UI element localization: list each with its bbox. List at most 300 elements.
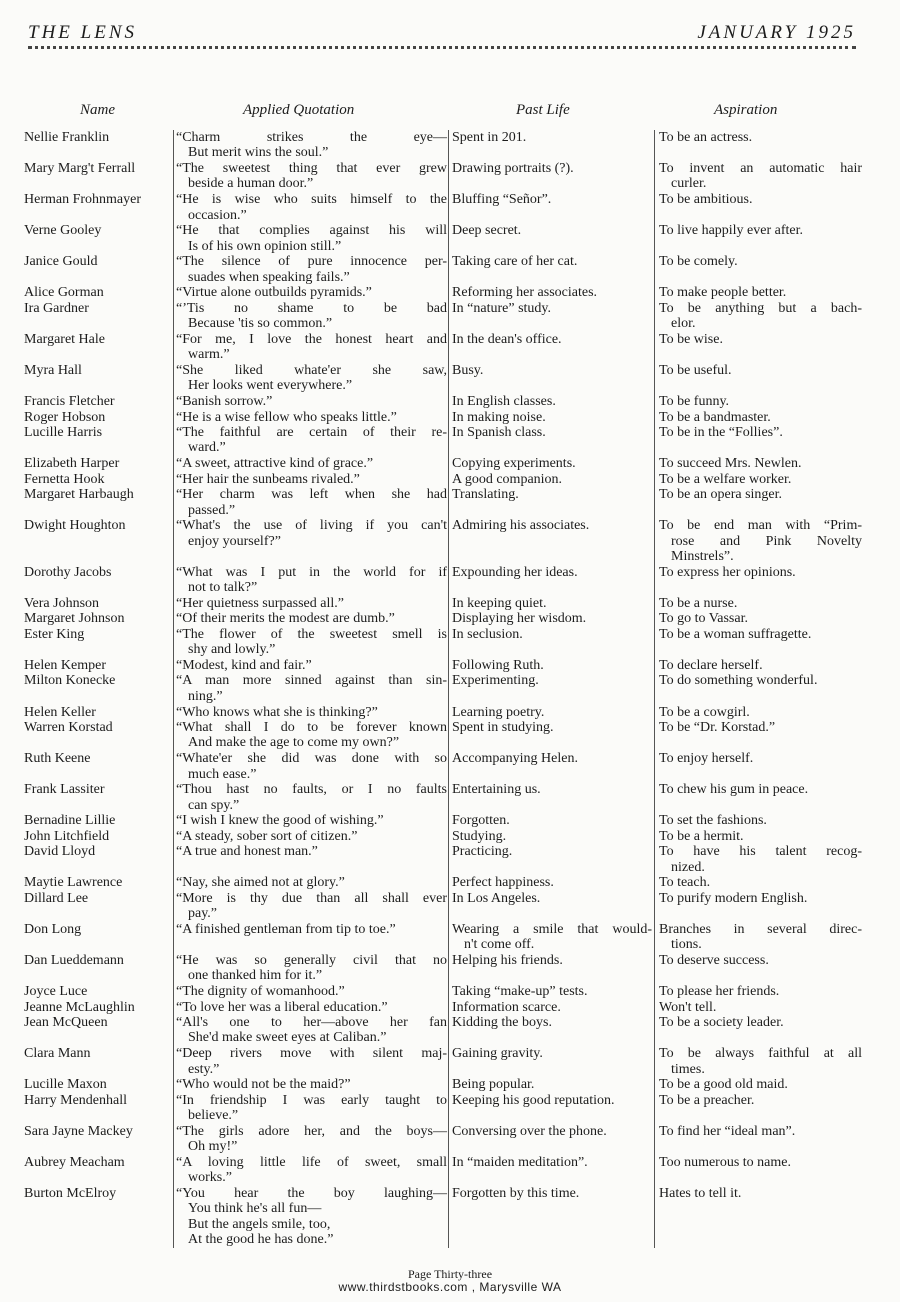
applied-quotation-line: “Her hair the sunbeams rivaled.”	[176, 471, 360, 487]
aspiration	[659, 394, 862, 409]
applied-quotation-line: can spy.”	[188, 797, 240, 813]
aspiration-line: To be a good old maid.	[659, 1077, 788, 1093]
aspiration-line: To live happily ever after.	[659, 223, 804, 239]
aspiration-line: Minstrels”.	[671, 549, 734, 564]
senior-table	[22, 130, 867, 1248]
applied-quotation-line: “He that complies against his will	[176, 223, 447, 239]
past-life	[452, 192, 652, 207]
applied-quotation	[176, 301, 447, 332]
applied-quotation-line: “The flower of the sweetest smell is	[176, 626, 447, 642]
past-life	[452, 720, 652, 735]
applied-quotation-line: “Of their merits the modest are dumb.”	[176, 611, 395, 627]
student-name: Alice Gorman	[24, 285, 104, 301]
past-life	[452, 332, 652, 347]
applied-quotation	[176, 891, 447, 922]
applied-quotation-line: beside a human door.”	[188, 176, 314, 192]
applied-quotation-line: “What's the use of living if you can't	[176, 518, 447, 534]
aspiration	[659, 844, 862, 875]
aspiration-line: Won't tell.	[659, 999, 717, 1015]
column-rule	[448, 130, 449, 1248]
past-life-line: Helping his friends.	[452, 952, 563, 968]
applied-quotation-line: You think he's all fun—	[188, 1201, 322, 1217]
aspiration-line: To teach.	[659, 875, 711, 891]
applied-quotation-line: Oh my!”	[188, 1139, 238, 1155]
aspiration-line: Hates to tell it.	[659, 1185, 742, 1201]
applied-quotation	[176, 829, 447, 844]
past-life-line: In “nature” study.	[452, 300, 551, 316]
aspiration-line: To express her opinions.	[659, 564, 796, 580]
applied-quotation	[176, 875, 447, 890]
student-name: Margaret Johnson	[24, 611, 125, 627]
student-name: Ester King	[24, 626, 85, 642]
aspiration	[659, 487, 862, 502]
applied-quotation-line: “Modest, kind and fair.”	[176, 657, 312, 673]
past-life	[452, 922, 652, 953]
student-name: Jean McQueen	[24, 1015, 108, 1031]
applied-quotation	[176, 254, 447, 285]
applied-quotation-line: “He was so generally civil that no	[176, 952, 447, 968]
aspiration-line: tions.	[671, 937, 702, 953]
past-life	[452, 363, 652, 378]
aspiration-line: To invent an automatic hair	[659, 161, 862, 177]
student-name: Lucille Maxon	[24, 1077, 107, 1093]
past-life-line: Forgotten by this time.	[452, 1185, 580, 1201]
student-name: Maytie Lawrence	[24, 875, 123, 891]
past-life-line: Wearing a smile that would-	[452, 921, 652, 937]
past-life-line: A good companion.	[452, 471, 563, 487]
past-life-line: Information scarce.	[452, 999, 561, 1015]
aspiration-line: To be ambitious.	[659, 192, 753, 208]
aspiration-line: Branches in several direc-	[659, 921, 862, 937]
aspiration-line: To be a welfare worker.	[659, 471, 792, 487]
past-life	[452, 254, 652, 269]
applied-quotation	[176, 425, 447, 456]
applied-quotation-line: not to talk?”	[188, 580, 258, 596]
publication-title: THE LENS	[28, 22, 137, 43]
applied-quotation-line: She'd make sweet eyes at Caliban.”	[188, 1030, 387, 1046]
applied-quotation-line: “The dignity of womanhood.”	[176, 984, 345, 1000]
past-life	[452, 953, 652, 968]
aspiration	[659, 1077, 862, 1092]
applied-quotation-line: “Charm strikes the eye—	[176, 130, 447, 145]
applied-quotation-line: “A man more sinned against than sin-	[176, 673, 447, 689]
issue-date: JANUARY 1925	[697, 22, 856, 43]
past-life-line: Busy.	[452, 362, 484, 378]
applied-quotation	[176, 922, 447, 937]
past-life	[452, 1124, 652, 1139]
past-life	[452, 1077, 652, 1092]
applied-quotation	[176, 487, 447, 518]
applied-quotation-line: “Who knows what she is thinking?”	[176, 704, 378, 720]
past-life	[452, 611, 652, 626]
past-life	[452, 456, 652, 471]
aspiration-line: To be useful.	[659, 362, 732, 378]
past-life-line: In English classes.	[452, 393, 556, 409]
aspiration	[659, 192, 862, 207]
student-name: David Lloyd	[24, 844, 96, 860]
past-life	[452, 984, 652, 999]
aspiration	[659, 472, 862, 487]
aspiration-line: To be comely.	[659, 254, 738, 270]
past-life	[452, 782, 652, 797]
applied-quotation-line: “To love her was a liberal education.”	[176, 999, 388, 1015]
applied-quotation-line: But the angels smile, too,	[188, 1216, 331, 1232]
student-name: Roger Hobson	[24, 409, 106, 425]
applied-quotation-line: suades when speaking fails.”	[188, 269, 350, 285]
aspiration	[659, 1093, 862, 1108]
aspiration-line: To purify modern English.	[659, 890, 808, 906]
past-life	[452, 705, 652, 720]
aspiration-line: To be wise.	[659, 331, 723, 347]
aspiration	[659, 720, 862, 735]
past-life	[452, 1000, 652, 1015]
aspiration-line: To be a society leader.	[659, 1015, 784, 1031]
aspiration	[659, 751, 862, 766]
aspiration-line: To be a nurse.	[659, 595, 738, 611]
applied-quotation-line: Is of his own opinion still.”	[188, 238, 342, 254]
applied-quotation-line: “What was I put in the world for if	[176, 564, 447, 580]
applied-quotation	[176, 611, 447, 626]
applied-quotation-line: enjoy yourself?”	[188, 533, 281, 549]
applied-quotation-line: much ease.”	[188, 766, 257, 782]
column-header-aspiration: Aspiration	[714, 102, 778, 118]
past-life-line: Forgotten.	[452, 813, 510, 829]
applied-quotation-line: “The sweetest thing that ever grew	[176, 161, 447, 177]
past-life-line: Following Ruth.	[452, 657, 544, 673]
aspiration-line: To please her friends.	[659, 984, 780, 1000]
past-life-line: Spent in 201.	[452, 130, 527, 145]
applied-quotation-line: warm.”	[188, 347, 230, 363]
student-name: Frank Lassiter	[24, 782, 105, 798]
student-name: Dillard Lee	[24, 890, 89, 906]
past-life-line: Conversing over the phone.	[452, 1123, 607, 1139]
applied-quotation	[176, 1155, 447, 1186]
aspiration-line: To go to Vassar.	[659, 611, 748, 627]
student-name: Don Long	[24, 921, 82, 937]
student-name: Dwight Houghton	[24, 518, 126, 534]
applied-quotation	[176, 751, 447, 782]
past-life	[452, 844, 652, 859]
applied-quotation	[176, 1186, 447, 1248]
applied-quotation	[176, 472, 447, 487]
past-life-line: In keeping quiet.	[452, 595, 547, 611]
applied-quotation-line: one thanked him for it.”	[188, 968, 323, 984]
aspiration	[659, 332, 862, 347]
applied-quotation-line: esty.”	[188, 1061, 220, 1077]
past-life	[452, 285, 652, 300]
applied-quotation	[176, 1077, 447, 1092]
aspiration	[659, 1186, 862, 1201]
applied-quotation-line: “The silence of pure innocence per-	[176, 254, 447, 270]
past-life-line: Taking “make-up” tests.	[452, 984, 588, 1000]
aspiration	[659, 984, 862, 999]
applied-quotation-line: At the good he has done.”	[188, 1232, 334, 1248]
student-name: Dorothy Jacobs	[24, 564, 112, 580]
past-life-line: In seclusion.	[452, 626, 523, 642]
aspiration	[659, 130, 862, 145]
aspiration	[659, 285, 862, 300]
applied-quotation	[176, 394, 447, 409]
aspiration-line: To be an opera singer.	[659, 487, 783, 503]
applied-quotation-line: “What shall I do to be forever known	[176, 720, 447, 736]
aspiration	[659, 1155, 862, 1170]
page-number: Page Thirty-three	[407, 1267, 493, 1281]
aspiration-line: To enjoy herself.	[659, 751, 754, 767]
student-name: Burton McElroy	[24, 1185, 117, 1201]
student-name: Fernetta Hook	[24, 471, 105, 487]
applied-quotation-line: “Her charm was left when she had	[176, 487, 447, 503]
applied-quotation	[176, 130, 447, 161]
applied-quotation-line: ning.”	[188, 688, 223, 704]
aspiration-line: To make people better.	[659, 285, 787, 301]
column-header-past-life: Past Life	[516, 102, 570, 118]
aspiration-line: To have his talent recog-	[659, 844, 862, 860]
aspiration-line: To be “Dr. Korstad.”	[659, 720, 776, 736]
past-life	[452, 301, 652, 316]
applied-quotation-line: passed.”	[188, 502, 236, 518]
past-life-line: Gaining gravity.	[452, 1046, 543, 1062]
past-life-line: Bluffing “Señor”.	[452, 192, 552, 208]
past-life	[452, 130, 652, 145]
student-name: Joyce Luce	[24, 984, 88, 1000]
applied-quotation-line: “He is a wise fellow who speaks little.”	[176, 409, 397, 425]
student-name: Herman Frohnmayer	[24, 192, 142, 208]
applied-quotation-line: works.”	[188, 1170, 232, 1186]
aspiration-line: To find her “ideal man”.	[659, 1123, 796, 1139]
applied-quotation-line: “Deep rivers move with silent maj-	[176, 1046, 447, 1062]
student-name: Jeanne McLaughlin	[24, 999, 135, 1015]
past-life	[452, 410, 652, 425]
applied-quotation	[176, 1000, 447, 1015]
student-name: Ira Gardner	[24, 300, 89, 316]
applied-quotation-line: “A loving little life of sweet, small	[176, 1154, 447, 1170]
applied-quotation-line: “Banish sorrow.”	[176, 393, 273, 409]
applied-quotation	[176, 596, 447, 611]
past-life	[452, 1015, 652, 1030]
applied-quotation-line: believe.”	[188, 1108, 239, 1124]
past-life-line: Studying.	[452, 828, 507, 844]
aspiration	[659, 705, 862, 720]
past-life	[452, 813, 652, 828]
past-life	[452, 223, 652, 238]
applied-quotation-line: “All's one to her—above her fan	[176, 1015, 447, 1031]
past-life-line: Reforming her associates.	[452, 285, 598, 301]
past-life	[452, 518, 652, 533]
past-life-line: Practicing.	[452, 844, 513, 860]
aspiration	[659, 813, 862, 828]
student-name: Helen Keller	[24, 704, 96, 720]
past-life-line: Expounding her ideas.	[452, 564, 578, 580]
applied-quotation-line: “A steady, sober sort of citizen.”	[176, 828, 358, 844]
aspiration-line: To deserve success.	[659, 952, 769, 968]
applied-quotation-line: “More is thy due than all shall ever	[176, 890, 447, 906]
applied-quotation-line: “He is wise who suits himself to the	[176, 192, 447, 208]
aspiration	[659, 782, 862, 797]
past-life	[452, 472, 652, 487]
aspiration-line: To be a bandmaster.	[659, 409, 771, 425]
aspiration	[659, 223, 862, 238]
student-name: Verne Gooley	[24, 223, 102, 239]
aspiration	[659, 410, 862, 425]
applied-quotation-line: “In friendship I was early taught to	[176, 1092, 447, 1108]
applied-quotation	[176, 518, 447, 549]
applied-quotation	[176, 1046, 447, 1077]
aspiration-line: nized.	[671, 859, 705, 875]
student-name: Janice Gould	[24, 254, 98, 270]
student-name: Aubrey Meacham	[24, 1154, 125, 1170]
website-credit: www.thirdstbooks.com , Marysville WA	[338, 1280, 562, 1294]
applied-quotation-line: And make the age to come my own?”	[188, 735, 400, 751]
applied-quotation	[176, 813, 447, 828]
applied-quotation-line: “Virtue alone outbuilds pyramids.”	[176, 285, 372, 301]
student-name: Mary Marg't Ferrall	[24, 161, 136, 177]
aspiration	[659, 518, 862, 564]
aspiration	[659, 922, 862, 953]
past-life-line: Experimenting.	[452, 673, 539, 689]
past-life	[452, 596, 652, 611]
applied-quotation	[176, 705, 447, 720]
aspiration	[659, 1000, 862, 1015]
aspiration	[659, 875, 862, 890]
aspiration-line: To be an actress.	[659, 130, 753, 145]
applied-quotation	[176, 953, 447, 984]
aspiration	[659, 891, 862, 906]
applied-quotation	[176, 285, 447, 300]
past-life	[452, 891, 652, 906]
student-name: Warren Korstad	[24, 720, 113, 736]
aspiration	[659, 658, 862, 673]
student-name: Margaret Harbaugh	[24, 487, 134, 503]
student-name: Margaret Hale	[24, 331, 105, 347]
applied-quotation-line: “Nay, she aimed not at glory.”	[176, 875, 345, 891]
applied-quotation-line: “A sweet, attractive kind of grace.”	[176, 456, 374, 472]
aspiration	[659, 1124, 862, 1139]
aspiration	[659, 1046, 862, 1077]
past-life-line: Keeping his good reputation.	[452, 1092, 615, 1108]
applied-quotation-line: “Thou hast no faults, or I no faults	[176, 782, 447, 798]
past-life-line: Perfect happiness.	[452, 875, 554, 891]
past-life	[452, 829, 652, 844]
past-life	[452, 565, 652, 580]
aspiration	[659, 456, 862, 471]
aspiration	[659, 829, 862, 844]
applied-quotation-line: Her looks went everywhere.”	[188, 378, 353, 394]
aspiration	[659, 1015, 862, 1030]
applied-quotation-line: “She liked whate'er she saw,	[176, 362, 447, 378]
aspiration-line: To be a woman suffragette.	[659, 626, 812, 642]
past-life-line: Deep secret.	[452, 223, 522, 239]
past-life-line: Learning poetry.	[452, 704, 545, 720]
past-life-line: In making noise.	[452, 409, 546, 425]
past-life-line: Taking care of her cat.	[452, 254, 578, 270]
past-life-line: Entertaining us.	[452, 782, 541, 798]
aspiration-line: To succeed Mrs. Newlen.	[659, 456, 802, 472]
applied-quotation-line: “A finished gentleman from tip to toe.”	[176, 921, 396, 937]
page-header	[28, 22, 856, 49]
applied-quotation-line: Because 'tis so common.”	[188, 316, 333, 332]
applied-quotation	[176, 720, 447, 751]
past-life	[452, 1155, 652, 1170]
past-life	[452, 1186, 652, 1201]
applied-quotation	[176, 1124, 447, 1155]
column-header-quotation: Applied Quotation	[243, 102, 355, 118]
past-life	[452, 425, 652, 440]
aspiration-line: rose and Pink Novelty	[671, 533, 862, 549]
student-name: Clara Mann	[24, 1046, 91, 1062]
past-life-line: In Los Angeles.	[452, 890, 541, 906]
past-life	[452, 487, 652, 502]
student-name: Nellie Franklin	[24, 130, 110, 145]
aspiration-line: curler.	[671, 176, 707, 192]
student-name: Dan Lueddemann	[24, 952, 124, 968]
past-life	[452, 658, 652, 673]
applied-quotation	[176, 363, 447, 394]
student-name: Helen Kemper	[24, 657, 107, 673]
student-name: John Litchfield	[24, 828, 110, 844]
column-header-name: Name	[80, 102, 115, 118]
applied-quotation	[176, 565, 447, 596]
aspiration-line: elor.	[671, 316, 696, 332]
past-life-line: Copying experiments.	[452, 456, 576, 472]
past-life-line: n't come off.	[464, 937, 535, 953]
applied-quotation	[176, 192, 447, 223]
aspiration-line: To set the fashions.	[659, 813, 767, 829]
applied-quotation	[176, 223, 447, 254]
applied-quotation	[176, 782, 447, 813]
applied-quotation-line: “Whate'er she did was done with so	[176, 751, 447, 767]
past-life-line: In the dean's office.	[452, 331, 562, 347]
student-name: Elizabeth Harper	[24, 456, 120, 472]
applied-quotation	[176, 332, 447, 363]
past-life	[452, 394, 652, 409]
applied-quotation	[176, 658, 447, 673]
aspiration-line: To be a hermit.	[659, 828, 744, 844]
applied-quotation-line: “The girls adore her, and the boys—	[176, 1123, 447, 1139]
applied-quotation-line: “I wish I knew the good of wishing.”	[176, 813, 384, 829]
applied-quotation	[176, 1015, 447, 1046]
student-name: Vera Johnson	[24, 595, 100, 611]
aspiration-line: To be a preacher.	[659, 1092, 755, 1108]
past-life	[452, 875, 652, 890]
student-name: Lucille Harris	[24, 425, 103, 441]
applied-quotation	[176, 410, 447, 425]
applied-quotation	[176, 844, 447, 859]
applied-quotation	[176, 984, 447, 999]
aspiration-line: To declare herself.	[659, 657, 763, 673]
applied-quotation-line: “For me, I love the honest heart and	[176, 331, 447, 347]
applied-quotation-line: ward.”	[188, 440, 226, 456]
past-life	[452, 627, 652, 642]
aspiration-line: To be in the “Follies”.	[659, 425, 783, 441]
past-life	[452, 673, 652, 688]
aspiration	[659, 953, 862, 968]
applied-quotation	[176, 1093, 447, 1124]
past-life-line: Drawing portraits (?).	[452, 161, 574, 177]
applied-quotation-line: “You hear the boy laughing—	[176, 1185, 447, 1201]
aspiration-line: To be a cowgirl.	[659, 704, 750, 720]
past-life-line: Being popular.	[452, 1077, 535, 1093]
applied-quotation	[176, 456, 447, 471]
applied-quotation-line: “The faithful are certain of their re-	[176, 425, 447, 441]
aspiration-line: To be end man with “Prim-	[659, 518, 862, 534]
aspiration	[659, 627, 862, 642]
aspiration	[659, 161, 862, 192]
aspiration	[659, 254, 862, 269]
applied-quotation-line: pay.”	[188, 906, 218, 922]
column-rule	[654, 130, 655, 1248]
aspiration	[659, 565, 862, 580]
aspiration	[659, 611, 862, 626]
